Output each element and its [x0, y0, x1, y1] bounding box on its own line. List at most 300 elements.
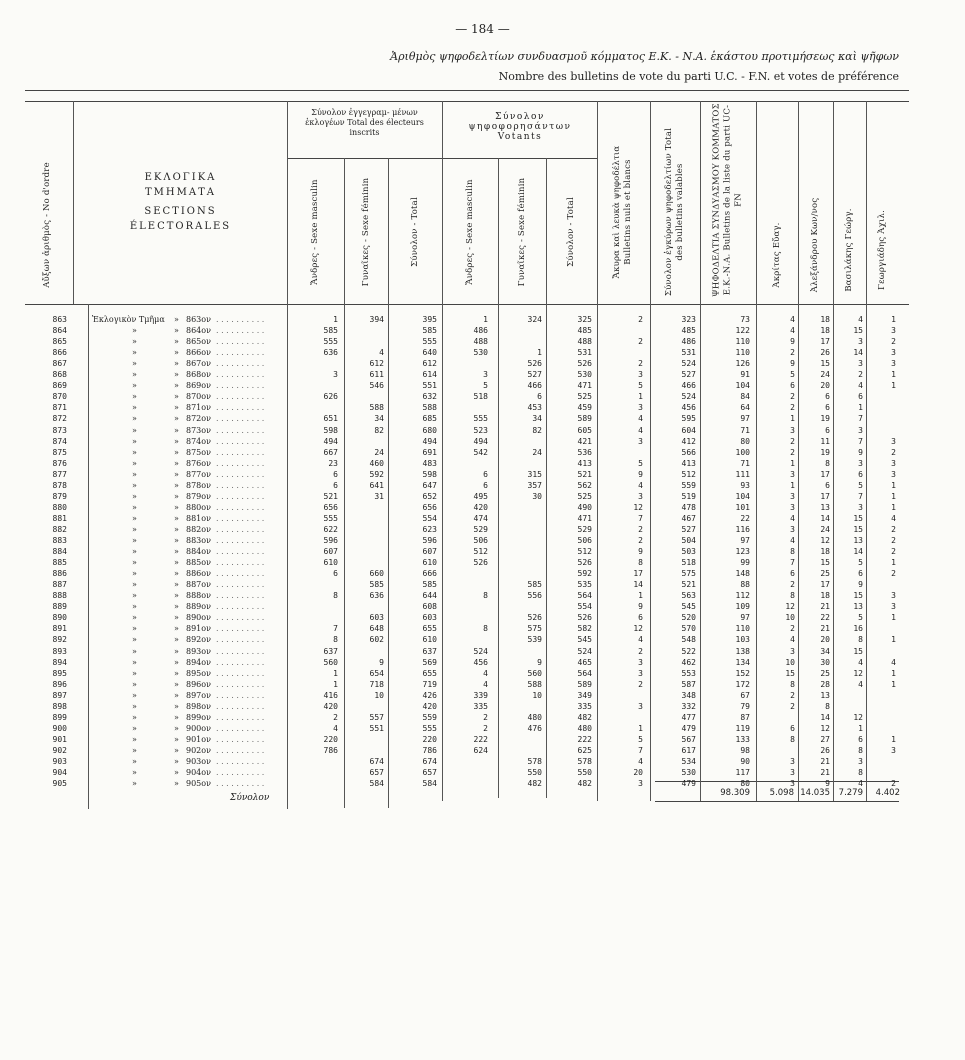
row-serial: 864 [52, 326, 67, 336]
row-cell: 465 [577, 657, 592, 667]
leader-dots: . . . . . . . . . . [216, 734, 265, 744]
row-cell: 584 [422, 779, 437, 789]
section-number: 884 [186, 547, 202, 557]
row-cell: 9 [537, 657, 542, 667]
row-cell: 9 [825, 779, 830, 789]
row-cell: 5 [638, 381, 643, 391]
section-number: 865 [186, 337, 202, 347]
row-section [132, 602, 265, 612]
row-cell: 112 [735, 591, 750, 601]
row-serial: 897 [52, 690, 67, 700]
row-cell: 3 [891, 359, 896, 369]
leader-dots: . . . . . . . . . . [216, 403, 265, 413]
header-voters-group: Σύνολον ψηφοφορησάντων Votants [468, 112, 572, 142]
leader-dots: . . . . . . . . . . [216, 381, 265, 391]
row-cell: 12 [785, 602, 795, 612]
section-prefix: » [132, 536, 137, 545]
section-prefix: » [132, 734, 137, 744]
section-number: 867 [186, 359, 202, 369]
row-cell: 486 [473, 326, 488, 336]
section-prefix: » [132, 712, 137, 722]
row-cell: 7 [858, 436, 863, 446]
row-cell: 560 [527, 668, 542, 678]
row-cell: 413 [577, 458, 592, 468]
section-prefix: » [132, 458, 137, 468]
row-cell: 3 [858, 359, 863, 369]
row-cell: 585 [422, 326, 437, 336]
row-cell: 521 [323, 491, 338, 501]
row-cell: 31 [374, 491, 384, 501]
section-number: 889 [186, 602, 202, 612]
row-cell: 526 [577, 558, 592, 568]
ditto-mark: » [174, 425, 179, 435]
row-cell: 93 [740, 480, 750, 490]
row-cell: 479 [681, 779, 696, 789]
row-cell: 73 [740, 315, 750, 324]
row-section [132, 580, 265, 590]
section-prefix: » [132, 779, 137, 789]
header-valid: Σύνολον ἐγκύρων ψηφοδελτίων Total des bulletins valables [664, 127, 685, 297]
section-prefix: » [132, 745, 137, 755]
leader-dots: . . . . . . . . . . [216, 690, 265, 700]
row-cell: 534 [681, 757, 696, 766]
row-cell: 1 [537, 348, 542, 358]
row-section [132, 701, 265, 711]
section-prefix: » [132, 547, 137, 557]
section-suffix: ον [201, 734, 211, 744]
row-cell: 2 [483, 712, 488, 722]
row-cell: 14 [820, 712, 830, 722]
row-cell: 122 [735, 326, 750, 336]
row-cell: 134 [735, 657, 750, 667]
row-cell: 585 [369, 580, 384, 590]
row-cell: 6 [790, 723, 795, 733]
section-number: 871 [186, 403, 202, 413]
row-cell: 605 [577, 425, 592, 435]
row-serial: 884 [52, 547, 67, 557]
row-cell: 456 [473, 657, 488, 667]
section-number: 890 [186, 613, 202, 623]
row-cell: 3 [858, 425, 863, 435]
row-cell: 3 [858, 337, 863, 347]
leader-dots: . . . . . . . . . . [216, 723, 265, 733]
row-section [132, 381, 265, 391]
row-serial: 891 [52, 624, 67, 634]
row-cell: 786 [422, 745, 437, 755]
row-cell: 394 [369, 315, 384, 324]
section-number: 900 [186, 723, 202, 733]
row-section [132, 436, 265, 446]
row-cell: 8 [858, 768, 863, 778]
section-number: 896 [186, 679, 202, 689]
row-cell: 603 [369, 613, 384, 623]
row-cell: 660 [369, 569, 384, 579]
row-cell: 526 [527, 359, 542, 369]
row-cell: 648 [369, 624, 384, 634]
row-cell: 488 [577, 337, 592, 347]
leader-dots: . . . . . . . . . . [216, 635, 265, 645]
row-serial: 904 [52, 768, 67, 778]
row-cell: 6 [333, 480, 338, 490]
row-cell: 569 [422, 657, 437, 667]
row-cell: 524 [681, 392, 696, 402]
section-number: 902 [186, 745, 202, 755]
ditto-mark: » [174, 547, 179, 557]
row-cell: 555 [323, 513, 338, 523]
section-prefix: » [132, 359, 137, 369]
row-cell: 610 [422, 635, 437, 645]
row-cell: 11 [820, 436, 830, 446]
row-cell: 610 [422, 558, 437, 568]
row-cell: 608 [422, 602, 437, 612]
row-cell: 123 [735, 547, 750, 557]
section-prefix: » [132, 414, 137, 424]
header-candidate-2: Ἀλεξάνδρου Κων/νος [810, 197, 820, 293]
row-cell: 4 [858, 315, 863, 324]
section-number: 868 [186, 370, 202, 380]
row-cell: 530 [577, 370, 592, 380]
row-cell: 152 [735, 668, 750, 678]
row-section [132, 690, 265, 700]
section-suffix: ον [201, 403, 211, 413]
row-cell: 637 [422, 646, 437, 656]
row-serial: 886 [52, 569, 67, 579]
ditto-mark: » [174, 646, 179, 656]
row-cell: 97 [740, 536, 750, 545]
row-serial: 871 [52, 403, 67, 413]
row-cell: 459 [577, 403, 592, 413]
row-section [92, 315, 265, 324]
row-cell: 25 [820, 668, 830, 678]
row-cell: 110 [735, 624, 750, 634]
row-section [132, 480, 265, 490]
row-cell: 220 [422, 734, 437, 744]
row-serial: 880 [52, 502, 67, 512]
leader-dots: . . . . . . . . . . [216, 425, 265, 435]
row-cell: 553 [681, 668, 696, 678]
leader-dots: . . . . . . . . . . [216, 348, 265, 358]
row-serial: 905 [52, 779, 67, 789]
row-cell: 17 [820, 580, 830, 590]
row-cell: 103 [735, 635, 750, 645]
row-section [132, 491, 265, 501]
row-cell: 34 [532, 414, 542, 424]
row-serial: 870 [52, 392, 67, 402]
row-cell: 522 [681, 646, 696, 656]
ditto-mark: » [174, 436, 179, 446]
row-cell: 15 [853, 646, 863, 656]
row-cell: 559 [681, 480, 696, 490]
row-cell: 7 [333, 624, 338, 634]
row-cell: 13 [853, 536, 863, 545]
row-serial: 876 [52, 458, 67, 468]
section-suffix: ον [201, 425, 211, 435]
row-cell: 3 [858, 458, 863, 468]
header-candidate-3: Βασιλάκης Γεώργ. [844, 208, 854, 292]
row-cell: 626 [323, 392, 338, 402]
section-suffix: ον [201, 646, 211, 656]
row-cell: 6 [537, 392, 542, 402]
row-cell: 518 [473, 392, 488, 402]
row-cell: 6 [825, 403, 830, 413]
row-cell: 1 [858, 403, 863, 413]
section-prefix: » [132, 558, 137, 568]
section-suffix: ον [201, 602, 211, 612]
section-number: 880 [186, 502, 202, 512]
ditto-mark: » [174, 602, 179, 612]
ditto-mark: » [174, 469, 179, 479]
row-cell: 19 [820, 414, 830, 424]
leader-dots: . . . . . . . . . . [216, 657, 265, 667]
row-cell: 3 [891, 469, 896, 479]
row-cell: 18 [820, 591, 830, 601]
section-number: 905 [186, 779, 202, 789]
row-cell: 607 [422, 547, 437, 557]
section-number: 897 [186, 690, 202, 700]
row-cell: 607 [323, 547, 338, 557]
row-cell: 2 [790, 701, 795, 711]
section-prefix: » [132, 447, 137, 457]
header-serial-number: Αὔξων ἀριθμὸς - No d'ordre [42, 162, 52, 288]
row-cell: 110 [735, 348, 750, 358]
row-cell: 8 [858, 745, 863, 755]
ditto-mark: » [174, 613, 179, 623]
row-cell: 595 [681, 414, 696, 424]
ditto-mark: » [174, 679, 179, 689]
row-cell: 584 [369, 779, 384, 789]
leader-dots: . . . . . . . . . . [216, 745, 265, 755]
row-serial: 903 [52, 757, 67, 766]
section-suffix: ον [201, 580, 211, 590]
row-cell: 82 [374, 425, 384, 435]
leader-dots: . . . . . . . . . . [216, 370, 265, 380]
row-cell: 490 [577, 502, 592, 512]
row-cell: 357 [527, 480, 542, 490]
row-cell: 482 [527, 779, 542, 789]
row-cell: 3 [638, 657, 643, 667]
total-candidate-3: 7.279 [838, 788, 863, 798]
row-section [132, 723, 265, 733]
row-cell: 526 [527, 613, 542, 623]
row-cell: 8 [825, 701, 830, 711]
row-cell: 119 [735, 723, 750, 733]
row-cell: 19 [820, 447, 830, 457]
row-cell: 23 [328, 458, 338, 468]
row-cell: 1 [638, 591, 643, 601]
section-number: 893 [186, 646, 202, 656]
header-candidate-1: Ἀκρίτας Εὔαγ. [772, 222, 782, 288]
row-serial: 869 [52, 381, 67, 391]
leader-dots: . . . . . . . . . . [216, 779, 265, 789]
ditto-mark: » [174, 580, 179, 590]
section-prefix: » [132, 524, 137, 534]
row-cell: 2 [638, 337, 643, 347]
row-cell: 456 [681, 403, 696, 413]
row-serial: 867 [52, 359, 67, 369]
row-serial: 892 [52, 635, 67, 645]
row-serial: 889 [52, 602, 67, 612]
row-cell: 421 [577, 436, 592, 446]
row-cell: 526 [577, 613, 592, 623]
row-cell: 99 [740, 558, 750, 568]
section-suffix: ον [201, 469, 211, 479]
row-section [132, 370, 265, 380]
leader-dots: . . . . . . . . . . [216, 580, 265, 590]
row-cell: 335 [577, 701, 592, 711]
ditto-mark: » [174, 569, 179, 579]
row-cell: 560 [323, 657, 338, 667]
row-cell: 483 [422, 458, 437, 468]
row-cell: 420 [323, 701, 338, 711]
leader-dots: . . . . . . . . . . [216, 447, 265, 457]
row-cell: 67 [740, 690, 750, 700]
section-prefix: » [132, 469, 137, 479]
row-cell: 5 [858, 613, 863, 623]
section-number: 873 [186, 425, 202, 435]
row-cell: 64 [740, 403, 750, 413]
row-cell: 530 [473, 348, 488, 358]
row-cell: 535 [577, 580, 592, 590]
row-cell: 6 [825, 425, 830, 435]
row-cell: 1 [790, 458, 795, 468]
row-cell: 1 [333, 668, 338, 678]
leader-dots: . . . . . . . . . . [216, 480, 265, 490]
row-cell: 20 [820, 635, 830, 645]
leader-dots: . . . . . . . . . . [216, 624, 265, 634]
section-number: 875 [186, 447, 202, 457]
row-cell: 3 [638, 668, 643, 678]
table-title-greek: Ἀριθμὸς ψηφοδελτίων συνδυασμοῦ κόμματος Ε.Κ. - Ν.Α. ἑκάστου προτιμήσεως καὶ ψῆφων [390, 50, 899, 63]
row-cell: 26 [820, 348, 830, 358]
section-suffix: ον [201, 768, 211, 778]
row-cell: 656 [422, 502, 437, 512]
row-cell: 12 [820, 536, 830, 545]
row-cell: 521 [577, 469, 592, 479]
row-cell: 3 [790, 646, 795, 656]
section-number: 878 [186, 480, 202, 490]
total-label: Σύνολον [230, 793, 270, 803]
section-number: 872 [186, 414, 202, 424]
row-cell: 34 [820, 646, 830, 656]
row-cell: 8 [790, 734, 795, 744]
row-cell: 471 [577, 513, 592, 523]
row-cell: 8 [333, 591, 338, 601]
leader-dots: . . . . . . . . . . [216, 613, 265, 623]
row-cell: 25 [820, 569, 830, 579]
row-cell: 222 [473, 734, 488, 744]
section-prefix: » [132, 580, 137, 590]
row-cell: 563 [681, 591, 696, 601]
row-cell: 529 [577, 524, 592, 534]
row-cell: 566 [681, 447, 696, 457]
row-cell: 536 [577, 447, 592, 457]
row-cell: 20 [633, 768, 643, 778]
ditto-mark: » [174, 745, 179, 755]
row-cell: 1 [891, 734, 896, 744]
row-cell: 34 [374, 414, 384, 424]
row-cell: 88 [740, 580, 750, 590]
section-suffix: ον [201, 359, 211, 369]
row-cell: 220 [323, 734, 338, 744]
row-cell: 27 [820, 734, 830, 744]
row-cell: 657 [422, 768, 437, 778]
row-cell: 87 [740, 712, 750, 722]
row-cell: 6 [825, 392, 830, 402]
row-cell: 4 [483, 679, 488, 689]
section-prefix: » [132, 690, 137, 700]
row-cell: 420 [473, 502, 488, 512]
row-cell: 82 [532, 425, 542, 435]
row-cell: 526 [473, 558, 488, 568]
row-cell: 641 [369, 480, 384, 490]
row-serial: 865 [52, 337, 67, 347]
ditto-mark: » [174, 491, 179, 501]
row-cell: 592 [577, 569, 592, 579]
leader-dots: . . . . . . . . . . [216, 491, 265, 501]
row-cell: 518 [681, 558, 696, 568]
row-cell: 555 [422, 723, 437, 733]
ditto-mark: » [174, 414, 179, 424]
row-cell: 2 [638, 646, 643, 656]
row-cell: 5 [638, 458, 643, 468]
row-cell: 555 [323, 337, 338, 347]
row-cell: 4 [790, 326, 795, 336]
row-serial: 873 [52, 425, 67, 435]
section-number: 895 [186, 668, 202, 678]
header-voters-total: Σύνολον - Total [566, 197, 576, 267]
ditto-mark: » [174, 536, 179, 545]
row-cell: 2 [790, 436, 795, 446]
leader-dots: . . . . . . . . . . [216, 337, 265, 347]
section-suffix: ον [201, 745, 211, 755]
row-cell: 585 [323, 326, 338, 336]
row-cell: 2 [790, 580, 795, 590]
row-cell: 222 [577, 734, 592, 744]
row-cell: 3 [891, 591, 896, 601]
row-cell: 172 [735, 679, 750, 689]
ditto-mark: » [174, 524, 179, 534]
row-cell: 655 [422, 624, 437, 634]
row-cell: 21 [820, 757, 830, 766]
section-number: 882 [186, 524, 202, 534]
section-suffix: ον [201, 558, 211, 568]
row-cell: 667 [323, 447, 338, 457]
row-cell: 718 [369, 679, 384, 689]
section-suffix: ον [201, 635, 211, 645]
row-cell: 7 [858, 414, 863, 424]
row-cell: 97 [740, 613, 750, 623]
section-number: 876 [186, 458, 202, 468]
row-cell: 2 [858, 370, 863, 380]
row-cell: 3 [483, 370, 488, 380]
row-cell: 9 [638, 547, 643, 557]
ditto-mark: » [174, 348, 179, 358]
row-cell: 2 [891, 779, 896, 789]
row-serial: 877 [52, 469, 67, 479]
row-serial: 890 [52, 613, 67, 623]
leader-dots: . . . . . . . . . . [216, 558, 265, 568]
section-prefix: » [132, 657, 137, 667]
row-cell: 133 [735, 734, 750, 744]
row-section [132, 679, 265, 689]
leader-dots: . . . . . . . . . . [216, 458, 265, 468]
leader-dots: . . . . . . . . . . [216, 712, 265, 722]
section-number: 898 [186, 701, 202, 711]
row-cell: 651 [323, 414, 338, 424]
leader-dots: . . . . . . . . . . [216, 547, 265, 557]
row-cell: 2 [638, 679, 643, 689]
ditto-mark: » [174, 779, 179, 789]
